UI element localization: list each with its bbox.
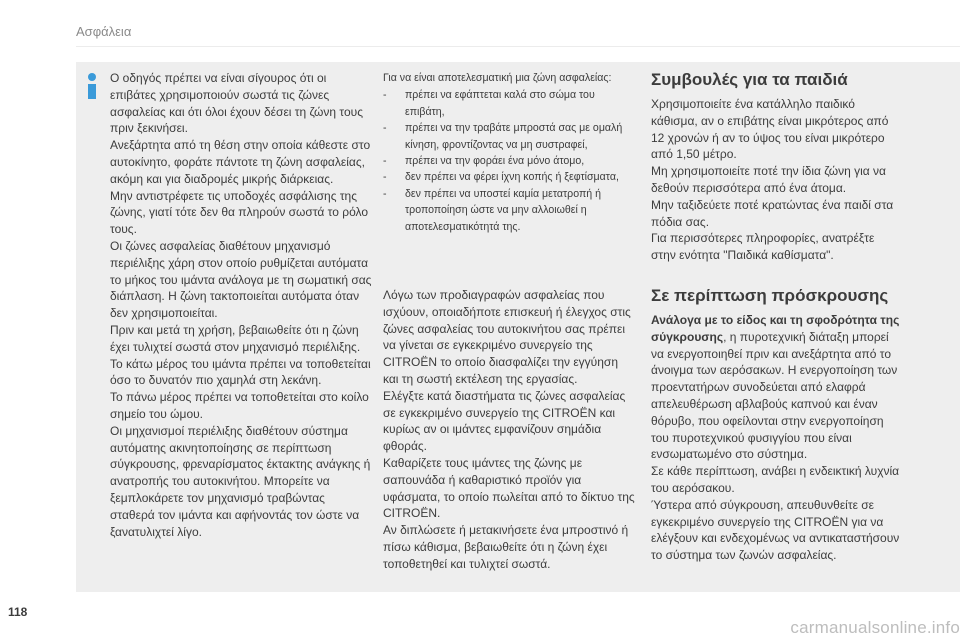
column-right xyxy=(651,70,901,564)
paragraph: Χρησιμοποιείτε ένα κατάλληλο παιδικό κάθισμα, αν ο επιβάτης είναι μικρότερος από 12 χρονών ή αν το ύψος του είναι μικρότερο από 1,50 μέτρο. xyxy=(651,97,889,162)
info-icon xyxy=(85,73,99,99)
paragraph: Αν διπλώσετε ή μετακινήσετε ένα μπροστινό ή πίσω κάθισμα, βεβαιωθείτε ότι η ζώνη έχει τοποθετηθεί και τυλιχτεί σωστά. xyxy=(383,523,629,571)
column-middle xyxy=(383,70,636,573)
paragraph: Για περισσότερες πληροφορίες, ανατρέξτε στην ενότητα "Παιδικά καθίσματα". xyxy=(651,231,875,263)
paragraph: Καθαρίζετε τους ιμάντες της ζώνης με σαπουνάδα ή καθαριστικό προϊόν για υφάσματα, το οποίο πωλείται από το δίκτυο της CITROËN. xyxy=(383,456,635,521)
list-item: - πρέπει να εφάπτεται καλά στο σώμα του επιβάτη, xyxy=(383,87,636,120)
paragraph: Πριν και μετά τη χρήση, βεβαιωθείτε ότι η ζώνη έχει τυλιχτεί σωστά στον μηχανισμό περιέλιξης. xyxy=(110,322,361,354)
paragraph: Μην ταξιδεύετε ποτέ κρατώντας ένα παιδί στα πόδια σας. xyxy=(651,197,894,229)
paragraph: Λόγω των προδιαγραφών ασφαλείας που ισχύουν, οποιαδήποτε επισκευή ή έλεγχος στις ζώνες ασφαλείας του αυτοκινήτου σας πρέπει να γίνεται σε εγκεκριμένο συνεργείο της CITROËN το οποίο διασφαλίζει την εγγύηση και τη σωστή εκτέλεση της εργασίας. xyxy=(383,288,631,387)
heading-children-advice: Συμβουλές για τα παιδιά xyxy=(651,70,848,89)
paragraph: Το πάνω μέρος πρέπει να τοποθετείται στο κοίλο σημείο του ώμου. xyxy=(110,390,369,421)
paragraph: Μην αντιστρέφετε τις υποδοχές ασφάλισης της ζώνης, γιατί τότε δεν θα πληρούν σωστά το ρόλο τους. xyxy=(110,188,369,237)
paragraph: Ελέγξτε κατά διαστήματα τις ζώνες ασφαλείας σε εγκεκριμένο συνεργείο της CITROËN και κυρίως αν οι ιμάντες εμφανίζουν σημάδια φθοράς. xyxy=(383,388,626,454)
list-item: - πρέπει να την φοράει ένα μόνο άτομο, xyxy=(383,153,636,169)
paragraph: Οι μηχανισμοί περιέλιξης διαθέτουν σύστημα αυτόματης ακινητοποίησης σε περίπτωση σύγκρουσης, φρεναρίσματος έκτακτης ανάγκης ή ανατροπής του αυτοκινήτου. Μπορείτε να ξεμπλοκάρετε τον μηχανισμό τραβώντας σταθερά τον ιμάντα και αφήνοντάς τον ώστε να ξανατυλιχτεί λίγο. xyxy=(110,423,371,539)
paragraph: Ύστερα από σύγκρουση, απευθυνθείτε σε εγκεκριμένο συνεργείο της CITROËN για να ελέγξουν και ενδεχομένως να αντικαταστήσουν το σύστημα των ζωνών ασφαλείας. xyxy=(651,497,900,563)
paragraph-rest: , η πυροτεχνική διάταξη μπορεί να ενεργοποιηθεί πριν και ανεξάρτητα από το άνοιγμα των αερόσακων. Η ενεργοποίηση των προεντατήρων συνοδεύεται από ελαφρά απελευθέρωση αβλαβούς καπνού και έναν θόρυβο, που οφείλονται στην ενεργοποίηση του πυροτεχνικού φυσιγγίου που είναι ενσωματωμένο στο σύστημα. xyxy=(651,329,898,462)
notes-title: Για να είναι αποτελεσματική μια ζώνη ασφαλείας: xyxy=(383,72,612,84)
list-item: - δεν πρέπει να υποστεί καμία μετατροπή ή τροποποίηση ώστε να μην αλλοιωθεί η αποτελεσματικότητά της. xyxy=(383,186,636,235)
section-title: Ασφάλεια xyxy=(76,24,132,39)
paragraph xyxy=(651,312,901,463)
page-number: 118 xyxy=(8,605,28,619)
heading-impact: Σε περίπτωση πρόσκρουσης xyxy=(651,285,889,305)
paragraph: Ο οδηγός πρέπει να είναι σίγουρος ότι οι επιβάτες χρησιμοποιούν σωστά τις ζώνες ασφαλείας και ότι όλοι έχουν δέσει τη ζώνη τους πριν ξεκινήσει. xyxy=(110,71,363,136)
paragraph: Ανεξάρτητα από τη θέση στην οποία κάθεστε στο αυτοκίνητο, φοράτε πάντοτε τη ζώνη ασφαλείας, ακόμη και για διαδρομές μικρής διάρκειας. xyxy=(110,138,371,186)
list-item: - πρέπει να την τραβάτε μπροστά σας με ομαλή κίνηση, φροντίζοντας να μη συστραφεί, xyxy=(383,120,636,153)
column-left xyxy=(110,70,372,540)
watermark: carmanualsonline.info xyxy=(790,618,960,637)
bold-lead: Ανάλογα με το είδος και τη σφοδρότητα της σύγκρουσης xyxy=(651,312,900,344)
list-item: - δεν πρέπει να φέρει ίχνη κοπής ή ξεφτίσματα, xyxy=(383,169,636,185)
paragraph: Οι ζώνες ασφαλείας διαθέτουν μηχανισμό περιέλιξης χάρη στον οποίο ρυθμίζεται αυτόματα το μήκος του ιμάντα ανάλογα με τη σωματική σας διάπλαση. Η ζώνη τακτοποιείται αυτόματα όταν δεν χρησιμοποιείται. xyxy=(110,238,372,321)
header-divider xyxy=(76,46,960,47)
paragraph: Μη χρησιμοποιείτε ποτέ την ίδια ζώνη για να δεθούν περισσότερα από ένα άτομα. xyxy=(651,164,886,195)
notes-list xyxy=(383,87,636,235)
paragraph: Το κάτω μέρος του ιμάντα πρέπει να τοποθετείται όσο το δυνατόν πιο χαμηλά στη λεκάνη. xyxy=(110,356,371,388)
paragraph: Σε κάθε περίπτωση, ανάβει η ενδεικτική λυχνία του αερόσακου. xyxy=(651,464,900,495)
